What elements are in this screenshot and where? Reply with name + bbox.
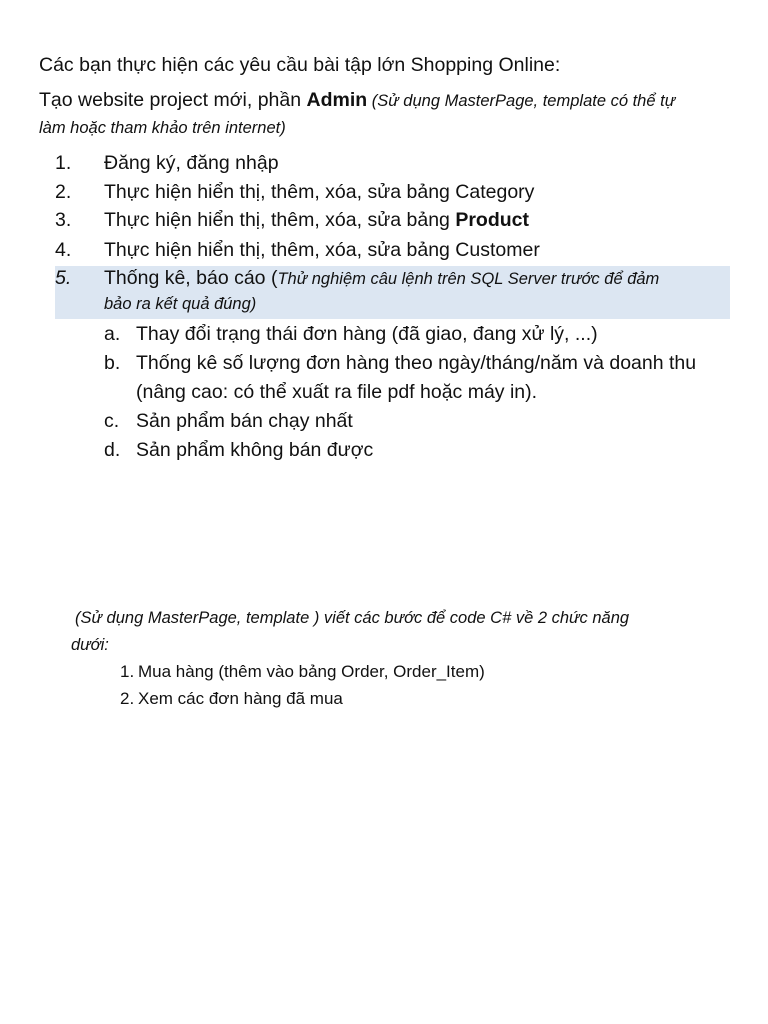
task-text	[104, 209, 529, 232]
admin-prefix: Tạo website project mới, phần	[39, 89, 307, 111]
subtask-letter: b.	[104, 352, 121, 374]
section2-line-1: (Sử dụng MasterPage, template ) viết các bước để code C# về 2 chức năng	[75, 609, 630, 627]
task-text-bold: Product	[455, 209, 529, 231]
task-note-1: Thử nghiệm câu lệnh trên SQL Server trước để đảm	[277, 270, 660, 288]
subtask-text: Thống kê số lượng đơn hàng theo ngày/tháng/năm và doanh thu	[136, 352, 697, 374]
section2-item-number: 2.	[120, 689, 135, 708]
task-number: 2.	[55, 181, 72, 203]
task-number: 3.	[55, 209, 72, 231]
task-text	[104, 267, 659, 290]
task-text-plain: Thống kê, báo cáo (	[104, 267, 278, 289]
subtask-letter: a.	[104, 323, 121, 345]
task-number: 4.	[55, 239, 72, 261]
task-number: 5.	[55, 267, 72, 289]
task-number: 1.	[55, 152, 72, 174]
subtask-text: Sản phẩm bán chạy nhất	[136, 410, 353, 432]
task-note-2: bảo ra kết quả đúng)	[104, 295, 257, 313]
admin-note-1: (Sử dụng MasterPage, template có thể tự	[367, 92, 676, 110]
task-text: Thực hiện hiển thị, thêm, xóa, sửa bảng Category	[104, 181, 535, 203]
admin-heading	[39, 89, 675, 112]
section2-item-text: Xem các đơn hàng đã mua	[138, 689, 343, 708]
subtask-text-cont: (nâng cao: có thể xuất ra file pdf hoặc máy in).	[136, 381, 538, 403]
admin-note-2: làm hoặc tham khảo trên internet)	[39, 119, 286, 137]
subtask-letter: c.	[104, 410, 120, 432]
task-text-plain: Thực hiện hiển thị, thêm, xóa, sửa bảng	[104, 209, 456, 231]
subtask-text: Thay đổi trạng thái đơn hàng (đã giao, đang xử lý, ...)	[136, 323, 598, 345]
section2-line-2: dưới:	[71, 636, 109, 654]
subtask-letter: d.	[104, 439, 121, 461]
intro-text: Các bạn thực hiện các yêu cầu bài tập lớn Shopping Online:	[39, 54, 561, 76]
subtask-text: Sản phẩm không bán được	[136, 439, 374, 461]
section2-item-text: Mua hàng (thêm vào bảng Order, Order_Item)	[138, 662, 485, 681]
admin-bold: Admin	[306, 89, 368, 111]
section2-item-number: 1.	[120, 662, 135, 681]
task-text: Đăng ký, đăng nhập	[104, 152, 279, 174]
task-text: Thực hiện hiển thị, thêm, xóa, sửa bảng Customer	[104, 239, 540, 261]
